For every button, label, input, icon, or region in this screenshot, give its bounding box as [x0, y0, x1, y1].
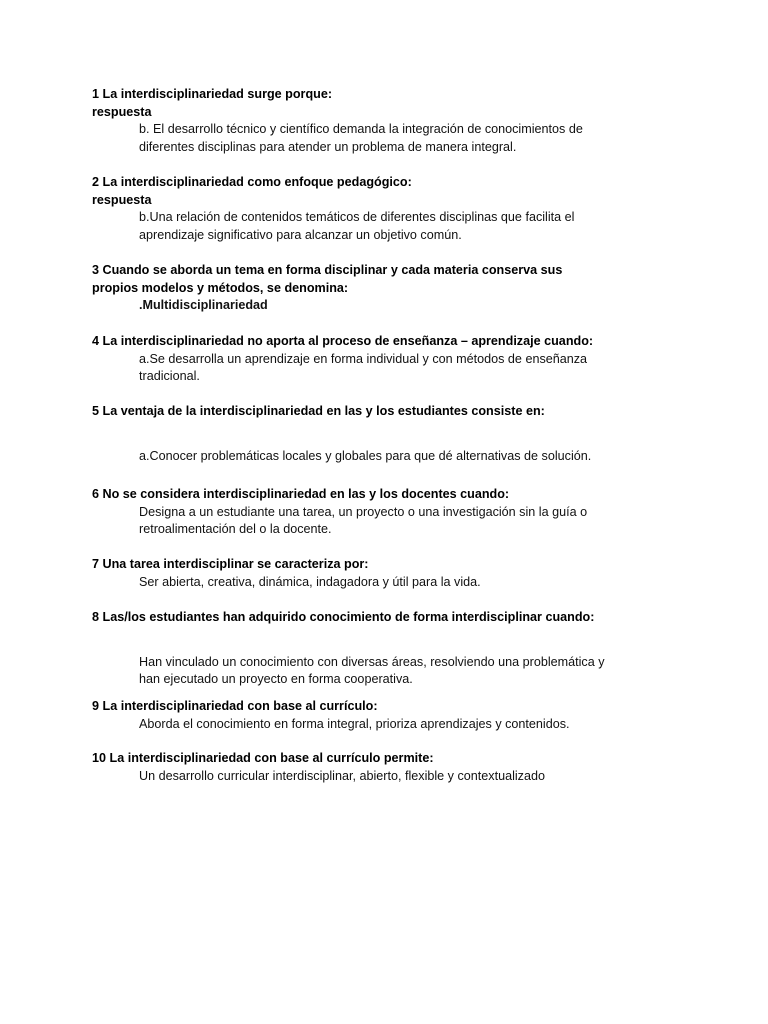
question-5 — [92, 403, 692, 465]
question-5-text: 5 La ventaja de la interdisciplinariedad en las y los estudiantes consiste en: — [92, 404, 545, 418]
question-4-answer-line-1: a.Se desarrolla un aprendizaje en forma individual y con métodos de enseñanza — [139, 351, 588, 366]
question-2-answer-line-1: b.Una relación de contenidos temáticos de diferentes disciplinas que facilita el — [139, 210, 575, 224]
question-2-response-label: respuesta — [92, 192, 152, 207]
question-1-response-label: respuesta — [92, 104, 152, 119]
question-2 — [92, 174, 692, 244]
question-8-text: 8 Las/los estudiantes han adquirido conocimiento de forma interdisciplinar cuando: — [92, 610, 595, 624]
question-6 — [92, 486, 692, 539]
question-7-text: 7 Una tarea interdisciplinar se caracteriza por: — [92, 557, 369, 571]
question-2-answer-line-2: aprendizaje significativo para alcanzar un objetivo común. — [139, 227, 462, 242]
question-3-answer: .Multidisciplinariedad — [139, 298, 268, 312]
question-8 — [92, 609, 692, 689]
question-6-answer-line-1: Designa a un estudiante una tarea, un proyecto o una investigación sin la guía o — [139, 504, 588, 519]
question-1-answer-line-1: b. El desarrollo técnico y científico demanda la integración de conocimientos de — [139, 122, 583, 136]
question-9-answer: Aborda el conocimiento en forma integral, prioriza aprendizajes y contenidos. — [139, 716, 570, 731]
question-4 — [92, 333, 692, 386]
question-10-answer: Un desarrollo curricular interdisciplinar, abierto, flexible y contextualizado — [139, 768, 545, 783]
question-1-text: 1 La interdisciplinariedad surge porque: — [92, 87, 333, 101]
question-8-answer-line-1: Han vinculado un conocimiento con diversas áreas, resolviendo una problemática y — [139, 654, 605, 669]
question-7 — [92, 556, 692, 591]
question-1 — [92, 86, 692, 156]
question-9 — [92, 698, 692, 733]
question-4-answer-line-2: tradicional. — [139, 369, 200, 383]
question-10-text: 10 La interdisciplinariedad con base al currículo permite: — [92, 751, 434, 765]
question-5-answer: a.Conocer problemáticas locales y globales para que dé alternativas de solución. — [139, 448, 592, 463]
question-7-answer: Ser abierta, creativa, dinámica, indagadora y útil para la vida. — [139, 574, 481, 589]
question-8-answer-line-2: han ejecutado un proyecto en forma cooperativa. — [139, 672, 413, 686]
question-3-text-line-1: 3 Cuando se aborda un tema en forma disciplinar y cada materia conserva sus — [92, 263, 563, 277]
question-10 — [92, 750, 692, 785]
question-9-text: 9 La interdisciplinariedad con base al currículo: — [92, 699, 378, 713]
question-4-text: 4 La interdisciplinariedad no aporta al proceso de enseñanza – aprendizaje cuando: — [92, 334, 594, 348]
question-6-answer-line-2: retroalimentación del o la docente. — [139, 522, 332, 536]
question-3 — [92, 262, 692, 315]
question-3-text-line-2: propios modelos y métodos, se denomina: — [92, 280, 349, 295]
question-6-text: 6 No se considera interdisciplinariedad en las y los docentes cuando: — [92, 487, 510, 501]
question-1-answer-line-2: diferentes disciplinas para atender un problema de manera integral. — [139, 139, 517, 154]
question-2-text: 2 La interdisciplinariedad como enfoque pedagógico: — [92, 175, 412, 189]
